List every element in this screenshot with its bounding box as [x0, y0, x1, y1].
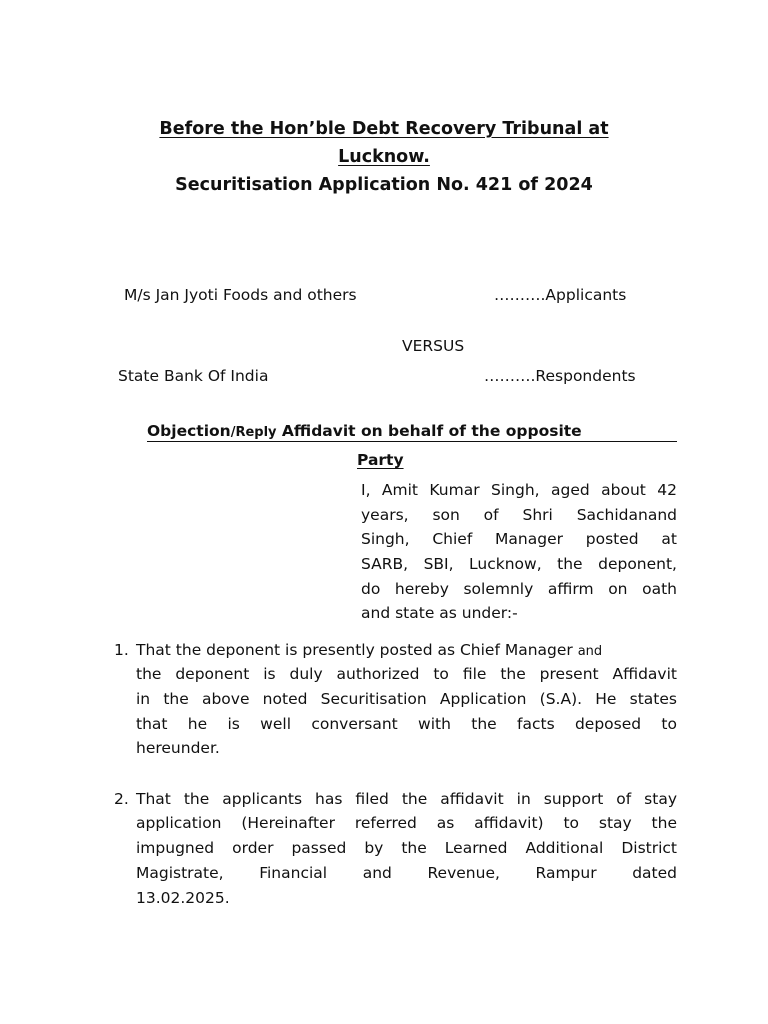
- application-number: Securitisation Application No. 421 of 2024: [175, 175, 593, 195]
- paragraph-line: that he is well conversant with the facts deposed to: [136, 715, 677, 733]
- paragraph-line: impugned order passed by the Learned Additional District: [136, 839, 677, 857]
- paragraph-line: 13.02.2025.: [136, 889, 230, 907]
- paragraph-number: 2.: [114, 790, 129, 808]
- affidavit-title-rest: Affidavit on behalf of the opposite: [276, 422, 582, 440]
- intro-line: Singh, Chief Manager posted at: [361, 530, 677, 548]
- paragraph-line: application (Hereinafter referred as affidavit) to stay the: [136, 814, 677, 832]
- affidavit-title: [147, 422, 677, 442]
- affidavit-title-reply: /Reply: [230, 425, 277, 440]
- paragraph-line: That the applicants has filed the affidavit in support of stay: [136, 790, 677, 808]
- respondent-role: ……….Respondents: [484, 367, 636, 385]
- paragraph-line: the deponent is duly authorized to file the present Affidavit: [136, 665, 677, 683]
- intro-line: SARB, SBI, Lucknow, the deponent,: [361, 555, 677, 573]
- applicant-name: M/s Jan Jyoti Foods and others: [124, 286, 357, 304]
- paragraph-line: in the above noted Securitisation Application (S.A). He states: [136, 690, 677, 708]
- paragraph-line: hereunder.: [136, 739, 220, 757]
- paragraph-line: That the deponent is presently posted as Chief Manager and: [136, 641, 603, 659]
- affidavit-title-objection: Objection: [147, 422, 231, 440]
- paragraph-line: Magistrate, Financial and Revenue, Rampur dated: [136, 864, 677, 882]
- versus-label: VERSUS: [402, 337, 465, 355]
- intro-line: I, Amit Kumar Singh, aged about 42: [361, 481, 677, 499]
- intro-line: years, son of Shri Sachidanand: [361, 506, 677, 524]
- heading-line-1: Before the Hon’ble Debt Recovery Tribunal at: [159, 119, 609, 139]
- intro-line: and state as under:-: [361, 604, 518, 622]
- applicant-role: ……….Applicants: [494, 286, 627, 304]
- paragraph-number: 1.: [114, 641, 129, 659]
- intro-line: do hereby solemnly affirm on oath: [361, 580, 677, 598]
- respondent-name: State Bank Of India: [118, 367, 269, 385]
- affidavit-title-party: Party: [357, 451, 404, 469]
- heading-line-2: Lucknow.: [338, 147, 430, 167]
